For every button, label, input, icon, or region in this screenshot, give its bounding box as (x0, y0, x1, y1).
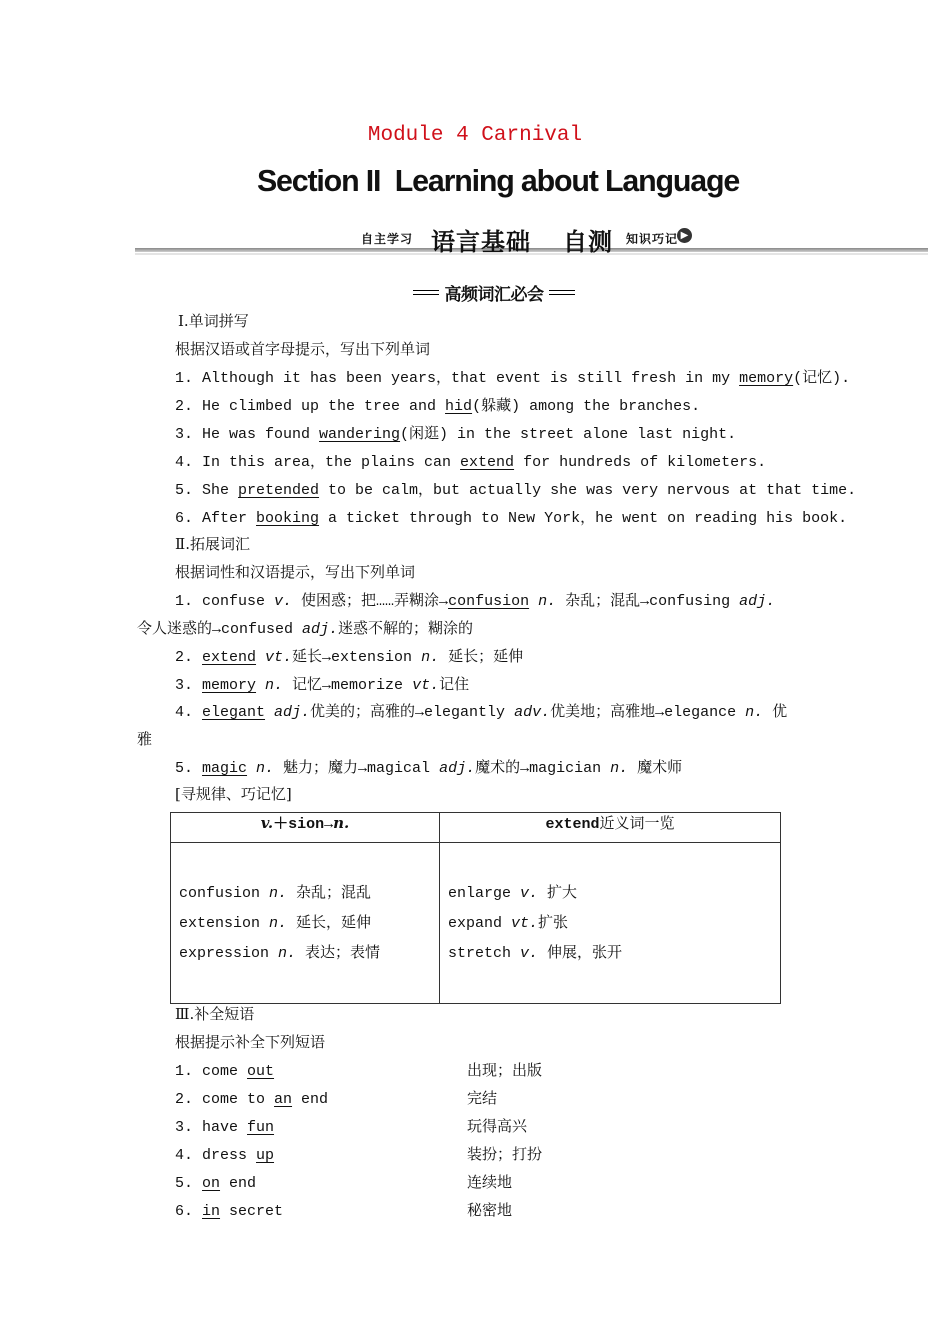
answer: extend (202, 649, 257, 666)
banner-left-label: 自主学习 (361, 232, 414, 246)
answer: in (202, 1203, 221, 1220)
phrase-meaning: 出现；出版 (467, 1061, 543, 1079)
answer: out (247, 1063, 275, 1080)
part2-heading: Ⅱ.拓展词汇 (175, 535, 250, 553)
banner-main-label: 语言基础 (431, 228, 531, 256)
answer: hid (445, 398, 473, 415)
memo-table (170, 812, 781, 1004)
answer: up (256, 1147, 275, 1164)
section-title: Section II Learning about Language (256, 163, 740, 198)
list-item: 2. come to an end (175, 1091, 329, 1108)
list-item: 1. come out (175, 1063, 275, 1080)
answer: wandering (319, 426, 401, 443)
table-row: stretch v. 伸展，张开 (448, 945, 623, 962)
table-row: enlarge v. 扩大 (448, 885, 578, 902)
list-item: 3. have fun (175, 1119, 275, 1136)
list-item-continuation: 令人迷惑的→confused adj.迷惑不解的；糊涂的 (137, 621, 474, 638)
table-cell (171, 843, 440, 1004)
tip-heading: [寻规律、巧记忆] (175, 785, 292, 803)
part3-instruction: 根据提示补全下列短语 (175, 1033, 326, 1051)
phrase-meaning: 玩得高兴 (467, 1117, 528, 1135)
phrase-meaning: 连续地 (467, 1173, 513, 1191)
answer: fun (247, 1119, 275, 1136)
answer: confusion (448, 593, 530, 610)
list-item: 5. She pretended to be calm，but actually she was very nervous at that time. (175, 482, 857, 499)
table-row: expression n. 表达；表情 (179, 945, 381, 962)
list-item: 4. In this area，the plains can extend for hundreds of kilometers. (175, 454, 767, 471)
section-banner (135, 222, 928, 262)
module-title: Module 4 Carnival (367, 124, 583, 147)
table-row: extension n. 延长，延伸 (179, 915, 372, 932)
list-item: 4. elegant adj.优美的；高雅的→elegantly adv.优美地；高雅地→elegance n. 优 (175, 704, 788, 721)
table-header-cell: extend近义词一览 (440, 813, 781, 843)
subheading-text: 高频词汇必会 (444, 285, 544, 305)
list-item: 1. confuse v. 使困惑；把……弄糊涂→confusion n. 杂乱；混乱→confusing adj. (175, 593, 776, 610)
phrase-meaning: 装扮；打扮 (467, 1145, 543, 1163)
table-row: confusion n. 杂乱；混乱 (179, 885, 372, 902)
list-item: 5. on end (175, 1175, 257, 1192)
list-item: 1. Although it has been years，that event is still fresh in my memory(记忆). (175, 370, 851, 387)
table-header-cell: v.＋sion→n. (171, 813, 440, 843)
arrow-icon: ▶ (677, 228, 692, 243)
answer: memory (739, 370, 794, 387)
list-item: 5. magic n. 魅力；魔力→magical adj.魔术的→magician n. 魔术师 (175, 760, 683, 777)
part1-heading: Ⅰ.单词拼写 (178, 312, 249, 330)
part2-instruction: 根据词性和汉语提示，写出下列单词 (175, 563, 416, 581)
part3-heading: Ⅲ.补全短语 (175, 1005, 255, 1023)
answer: pretended (238, 482, 320, 499)
list-item: 3. He was found wandering(闲逛) in the street alone last night. (175, 426, 737, 443)
list-item: 3. memory n. 记忆→memorize vt.记住 (175, 677, 470, 694)
banner-rule (135, 248, 928, 252)
table-row: expand vt.扩张 (448, 915, 569, 932)
list-item: 6. in secret (175, 1203, 284, 1220)
table-cell (440, 843, 781, 1004)
answer: elegant (202, 704, 266, 721)
banner-main-label-2: 自测 (563, 228, 613, 256)
banner-right-label: 知识巧记 (626, 232, 679, 246)
answer: magic (202, 760, 248, 777)
answer: memory (202, 677, 257, 694)
list-item: 6. After booking a ticket through to New York，he went on reading his book. (175, 510, 848, 527)
list-item: 2. extend vt.延长→extension n. 延长；延伸 (175, 649, 524, 666)
answer: on (202, 1175, 221, 1192)
phrase-meaning: 完结 (467, 1089, 498, 1107)
phrase-meaning: 秘密地 (467, 1201, 513, 1219)
answer: booking (256, 510, 320, 527)
answer: extend (460, 454, 515, 471)
subheading (413, 283, 575, 305)
list-item-continuation: 雅 (137, 732, 153, 749)
list-item: 4. dress up (175, 1147, 275, 1164)
answer: an (274, 1091, 293, 1108)
part1-instruction: 根据汉语或首字母提示，写出下列单词 (175, 340, 431, 358)
list-item: 2. He climbed up the tree and hid(躲藏) among the branches. (175, 398, 701, 415)
banner-rule-shadow (135, 253, 928, 255)
